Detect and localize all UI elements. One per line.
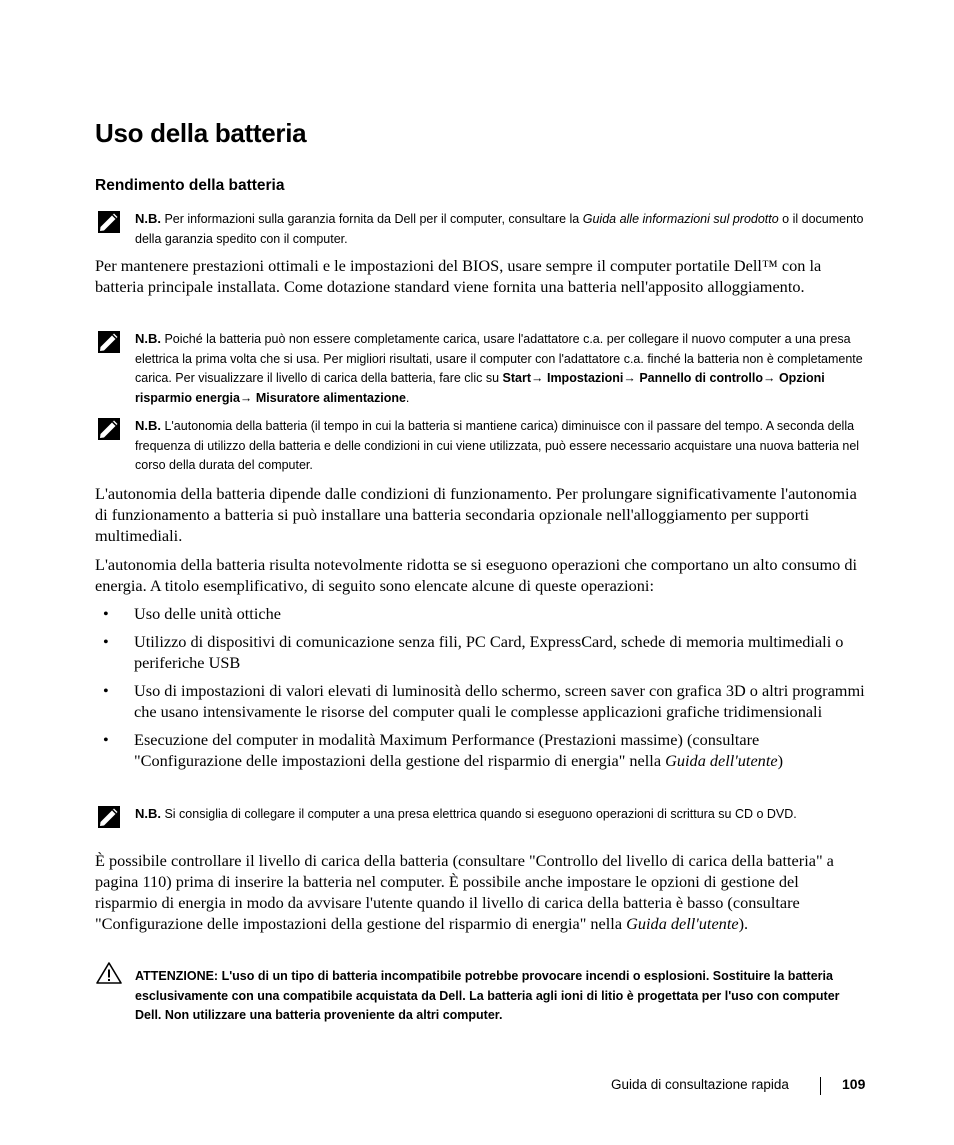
paragraph-consumption: L'autonomia della batteria risulta notevolmente ridotta se si eseguono operazioni che comportano un alto consumo di energia. A titolo esemplificativo, di seguito sono elencate alcune di queste operazioni:: [95, 555, 858, 595]
note-text: o il documento della garanzia spedito con il computer.: [135, 212, 864, 246]
note-charge: [96, 329, 866, 408]
note-pencil-icon: [96, 417, 122, 441]
note-label: N.B.: [135, 331, 161, 346]
bullet-icon: •: [103, 632, 109, 651]
list-item-text: Utilizzo di dispositivi di comunicazione senza fili, PC Card, ExpressCard, schede di memoria multimediali o periferiche USB: [134, 632, 844, 672]
bullet-icon: •: [103, 604, 109, 623]
note-pencil-icon: [96, 330, 122, 354]
note-label: N.B.: [135, 806, 161, 821]
note-pencil-icon: [96, 210, 122, 234]
note-text: L'autonomia della batteria (il tempo in cui la batteria si mantiene carica) diminuisce con il passare del tempo. A seconda della frequenza di utilizzo della batteria e delle condizioni in cui viene utilizzata, può essere necessario acquistare una nuova batteria nel corso della durata del computer.: [135, 419, 860, 472]
operations-list: [95, 603, 865, 771]
menu-path-settings: Impostazioni: [543, 371, 624, 385]
list-item-text: Esecuzione del computer in modalità Maximum Performance (Prestazioni massime) (consultare "Configurazione delle impostazioni della gestione del risparmio di energia" nella: [134, 730, 760, 770]
caution-block: [96, 967, 866, 1026]
paragraph-autonomy: L'autonomia della batteria dipende dalle condizioni di funzionamento. Per prolungare significativamente l'autonomia di funzionamento a batteria si può installare una batteria secondaria opzionale nell'alloggiamento per supporti multimediali.: [95, 484, 857, 545]
page-title: Uso della batteria: [95, 118, 307, 148]
caution-label: ATTENZIONE:: [135, 969, 219, 983]
bullet-icon: •: [103, 681, 109, 700]
arrow-icon: →: [623, 371, 636, 385]
note-label: N.B.: [135, 418, 161, 433]
menu-path-power-meter: Misuratore alimentazione: [252, 390, 406, 405]
paragraph-bios: Per mantenere prestazioni ottimali e le impostazioni del BIOS, usare sempre il computer portatile Dell™ con la batteria principale installata. Come dotazione standard viene fornita una batteria nell'apposito alloggiamento.: [95, 256, 822, 296]
note-battery-life: [96, 416, 866, 476]
paragraph-italic-ref: Guida dell'utente: [626, 914, 739, 933]
list-item-text: Uso delle unità ottiche: [134, 604, 281, 623]
paragraph-text: È possibile controllare il livello di carica della batteria (consultare "Controllo del livello di carica della batteria" a pagina 110) prima di inserire la batteria nel computer. È possibile anche impostare le opzioni di gestione del risparmio di energia in modo da avvisare l'utente quando il livello di carica della batteria è basso (consultare "Configurazione delle impostazioni della gestione del risparmio di energia" nella: [95, 851, 834, 933]
menu-path-start: Start: [502, 371, 531, 385]
note-text: Per informazioni sulla garanzia fornita da Dell per il computer, consultare la: [161, 212, 583, 226]
arrow-icon: →: [239, 390, 253, 405]
list-item: [95, 680, 865, 722]
list-item: [95, 603, 865, 624]
arrow-icon: →: [762, 371, 776, 385]
note-label: N.B.: [135, 211, 161, 226]
note-text: Si consiglia di collegare il computer a una presa elettrica quando si eseguono operazioni di scrittura su CD o DVD.: [161, 807, 797, 821]
list-item-text: Uso di impostazioni di valori elevati di luminosità dello schermo, screen saver con grafica 3D o altri programmi che usano intensivamente le risorse del computer quali le complesse applicazioni grafiche tridimensionali: [134, 681, 865, 721]
note-pencil-icon: [96, 805, 122, 829]
note-warranty: [96, 209, 866, 249]
list-item: [95, 631, 865, 673]
note-text: Poiché la batteria può non essere completamente carica, usare l'adattatore c.a. per collegare il nuovo computer a una presa elettrica la prima volta che si usa. Per migliori risultati, usare il computer con l'adattatore c.a. finché la batteria non è completamente carica. Per visualizzare il livello di carica della batteria, fare clic su: [135, 332, 863, 385]
page-number: 109: [842, 1076, 866, 1092]
arrow-icon: →: [531, 371, 544, 385]
list-item: [95, 729, 865, 771]
paragraph-charge-level: [95, 850, 865, 934]
warning-triangle-icon: [96, 961, 122, 985]
footer-divider: [820, 1077, 821, 1095]
note-cd-dvd: [96, 804, 866, 825]
bullet-icon: •: [103, 730, 109, 749]
menu-path-power-options: Opzioni risparmio energia: [135, 371, 825, 405]
paragraph-text: ).: [738, 914, 749, 933]
list-item-italic-ref: Guida dell'utente: [665, 751, 778, 770]
menu-path-control-panel: Pannello di controllo: [635, 371, 763, 385]
note-italic-ref: Guida alle informazioni sul prodotto: [582, 212, 779, 226]
caution-text: L'uso di un tipo di batteria incompatibile potrebbe provocare incendi o esplosioni. Sostituire la batteria esclusivamente con una compatibile acquistata da Dell. La batteria agli ioni di litio è progettata per l'uso con computer Dell. Non utilizzare una batteria proveniente da altri computer.: [135, 969, 840, 1022]
section-title: Rendimento della batteria: [95, 177, 285, 194]
list-item-text: ): [777, 751, 783, 770]
note-text: .: [405, 390, 410, 405]
footer-guide-title: Guida di consultazione rapida: [611, 1077, 789, 1092]
